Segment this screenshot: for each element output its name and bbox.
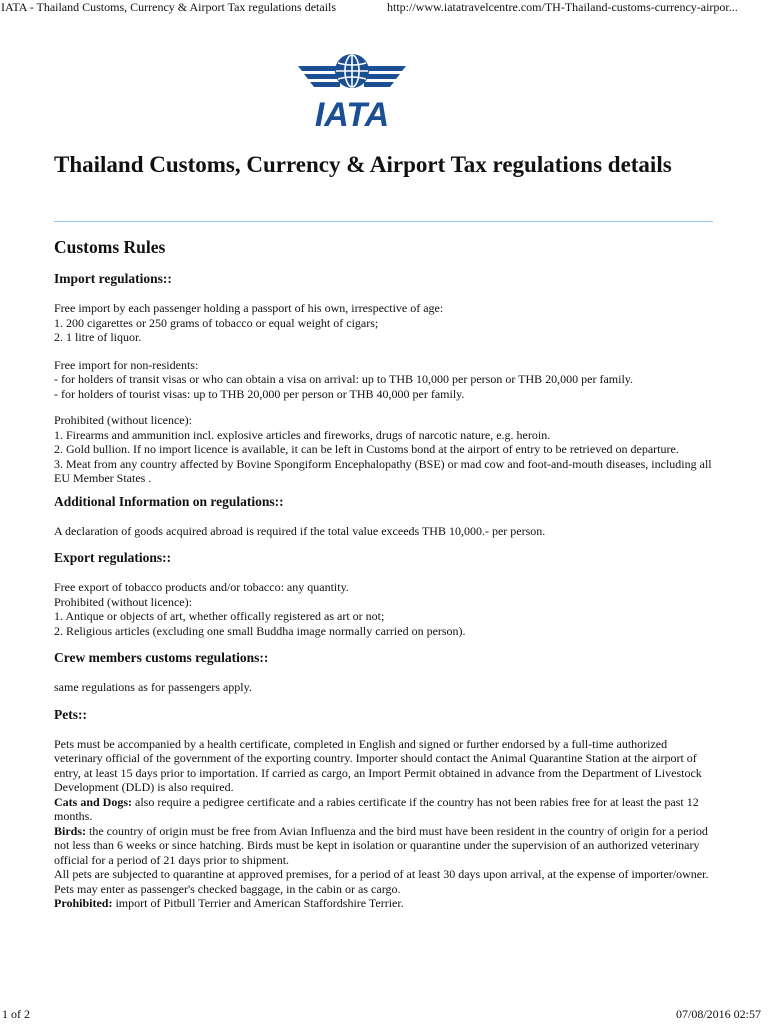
import-line: 2. 1 litre of liquor. [54,330,142,344]
export-line: 1. Antique or objects of art, whether offically registered as art or not; [54,609,385,623]
import-line: 1. 200 cigarettes or 250 grams of tobacco or equal weight of cigars; [54,315,379,330]
import-line: Free import by each passenger holding a passport of his own, irrespective of age: [54,301,444,315]
title-divider [54,221,713,222]
prohibited-text: import of Pitbull Terrier and American Staffordshire Terrier. [112,896,404,910]
import-line: - for holders of transit visas or who can obtain a visa on arrival: up to THB 10,000 per person or THB 20,000 per family. [54,372,633,386]
pets-prohibited [54,896,716,911]
pets-intro: Pets must be accompanied by a health certificate, completed in English and signed or further endorsed by a full-time authorized veterinary official of the government of the exporting country. Importer should contact the Animal Quarantine Station at the airport of entry, at least 15 days prior to importation. If carried as cargo, an Import Permit obtained in advance from the Department of Livestock Development (DLD) is also required. [54,736,702,794]
export-heading: Export regulations:: [54,550,172,565]
import-line: 3. Meat from any country affected by Bovine Spongiform Encephalopathy (BSE) or mad cow and foot-and-mouth diseases, including all EU Member States . [54,456,712,485]
crew-text: same regulations as for passengers apply. [54,680,252,694]
import-line: Free import for non-residents: [54,357,199,372]
export-line: 2. Religious articles (excluding one small Buddha image normally carried on person). [54,623,466,638]
print-header-title: IATA - Thailand Customs, Currency & Airport Tax regulations details [1,0,337,14]
additional-heading: Additional Information on regulations:: [54,493,284,509]
section-title: Customs Rules [54,237,166,257]
birds-label: Birds: [54,823,87,838]
import-line: 1. Firearms and ammunition incl. explosive articles and fireworks, drugs of narcotic nature, e.g. heroin. [54,427,551,442]
pets-birds [54,824,716,868]
birds-text: the country of origin must be free from Avian Influenza and the bird must have been resident in the country of origin for a period not less than 6 weeks or since hatching. Birds must be kept in isolation or quarantine under the supervision of an authorized veterinary official for a period of 21 days prior to shipment. [54,823,708,867]
prohibited-label: Prohibited: [54,896,113,910]
pets-quarantine: All pets are subjected to quarantine at approved premises, for a period of at least 30 days upon arrival, at the expense of importer/owner. [54,867,709,881]
page-number: 1 of 2 [2,1007,30,1021]
print-header-url: http://www.iatatravelcentre.com/TH-Thailand-customs-currency-airpor... [387,0,738,14]
cats-dogs-label: Cats and Dogs: [54,794,133,809]
import-line: Prohibited (without licence): [54,413,192,427]
print-timestamp: 07/08/2016 02:57 [676,1007,762,1021]
import-line: 2. Gold bullion. If no import licence is available, it can be left in Customs bond at the airport of entry to be retrieved on departure. [54,442,679,456]
export-line: Free export of tobacco products and/or tobacco: any quantity. [54,580,349,594]
iata-logo-text: IATA [314,96,390,130]
pets-baggage: Pets may enter as passenger's checked baggage, in the cabin or as cargo. [54,881,401,896]
iata-logo [296,50,408,130]
import-line: - for holders of tourist visas: up to THB 20,000 per person or THB 40,000 per family. [54,386,465,401]
pets-cats-dogs [54,795,716,824]
document-body [54,236,716,911]
pets-heading: Pets:: [54,706,87,722]
page-title: Thailand Customs, Currency & Airport Tax regulations details [54,152,672,177]
cats-dogs-text: also require a pedigree certificate and a rabies certificate if the country has not been rabies free for at least the past 12 months. [54,794,699,823]
import-heading: Import regulations:: [54,271,172,286]
export-line: Prohibited (without licence): [54,594,192,609]
crew-heading: Crew members customs regulations:: [54,650,269,665]
additional-text: A declaration of goods acquired abroad is required if the total value exceeds THB 10,000.- per person. [54,523,546,538]
